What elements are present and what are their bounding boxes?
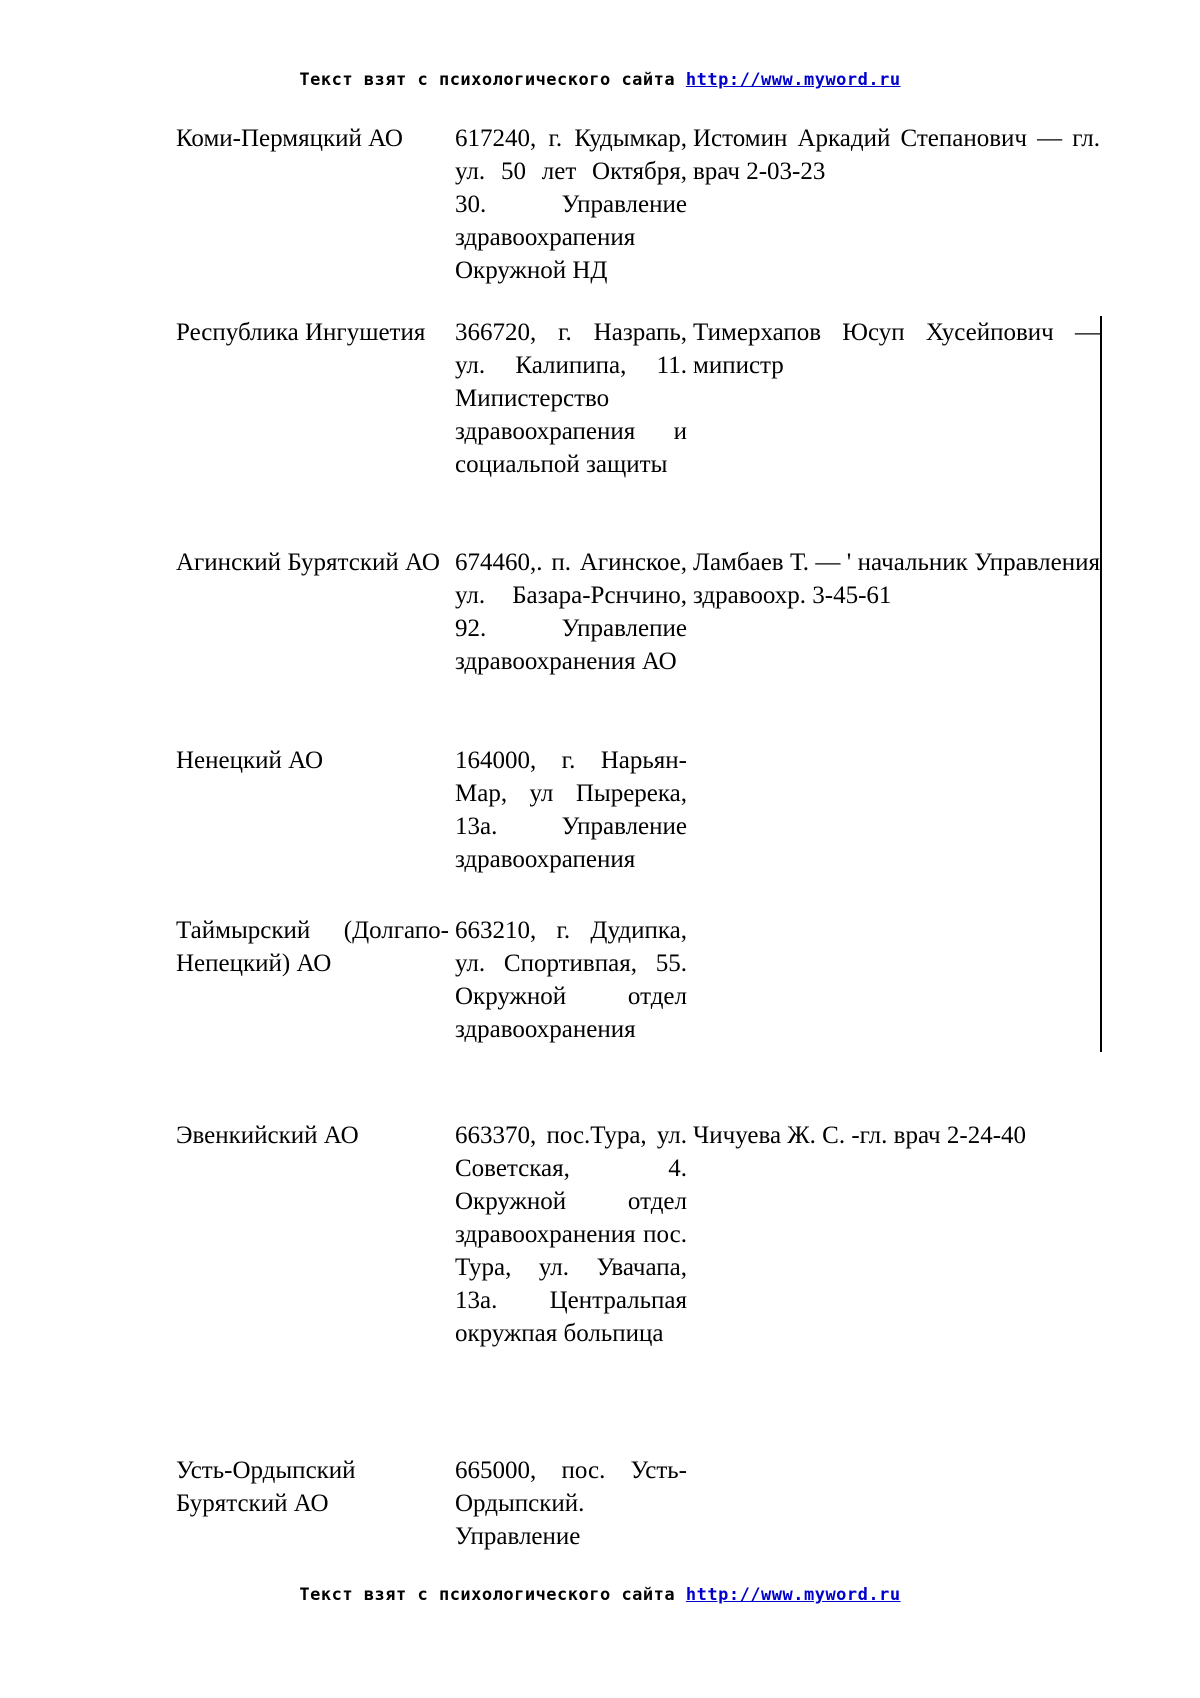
page-header [0,70,1200,90]
contact-cell: Истомин Аркадий Степанович — гл. врач 2-03-23 [687,122,1100,316]
table-row [176,316,1100,546]
contact-cell [687,744,1100,914]
header-text: Текст взят с психологического сайта [299,70,675,90]
address-cell: 665000, пос. Усть-Ордыпский. Управление [455,1454,687,1564]
address-cell: 663210, г. Дудипка, ул. Спортивпая, 55. Окружной отдел здравоохранения [455,914,687,1119]
vertical-rule [1100,316,1102,1052]
page-footer [0,1585,1200,1605]
table-row [176,1454,1100,1564]
table-row [176,546,1100,744]
contact-cell [687,914,1100,1119]
region-cell: Усть-Ордыпский Бурятский АО [176,1454,455,1564]
region-cell: Ненецкий АО [176,744,455,914]
address-cell: 663370, пос.Тура, ул. Советская, 4. Окружной отдел здравоохранения пос. Тура, ул. Увачапа, 13а. Центральпая окружпая больпица [455,1119,687,1454]
directory-table [176,122,1100,1564]
table-row [176,744,1100,914]
table-row [176,1119,1100,1454]
address-cell: 164000, г. Нарьян-Мар, ул Пыререка, 13а. Управление здравоохрапения [455,744,687,914]
footer-text: Текст взят с психологического сайта [299,1585,675,1605]
contact-cell: Чичуева Ж. С. -гл. врач 2-24-40 [687,1119,1100,1454]
region-cell: Эвенкийский АО [176,1119,455,1454]
region-cell: Агинский Бурятский АО [176,546,455,744]
contact-cell [687,1454,1100,1564]
region-cell: Республика Ингушетия [176,316,455,546]
contact-cell: Ламбаев Т. — ' начальник Управления здравоохр. 3-45-61 [687,546,1100,744]
contact-cell: Тимерхапов Юсуп Хусейпович — мипистр [687,316,1100,546]
address-cell: 617240, г. Кудымкар, ул. 50 лет Октября, 30. Управление здравоохрапения Окружной НД [455,122,687,316]
table-row [176,122,1100,316]
header-link[interactable]: http://www.myword.ru [686,70,901,90]
footer-link[interactable]: http://www.myword.ru [686,1585,901,1605]
region-cell: Коми-Пермяцкий АО [176,122,455,316]
table-row [176,914,1100,1119]
address-cell: 674460,. п. Агинское, ул. Базара-Рснчино, 92. Управлепие здравоохранения АО [455,546,687,744]
address-cell: 366720, г. Назрапь, ул. Калипипа, 11. Мипистерство здравоохрапения и социальпой защиты [455,316,687,546]
region-cell: Таймырский (Долгапо-Непецкий) АО [176,914,455,1119]
